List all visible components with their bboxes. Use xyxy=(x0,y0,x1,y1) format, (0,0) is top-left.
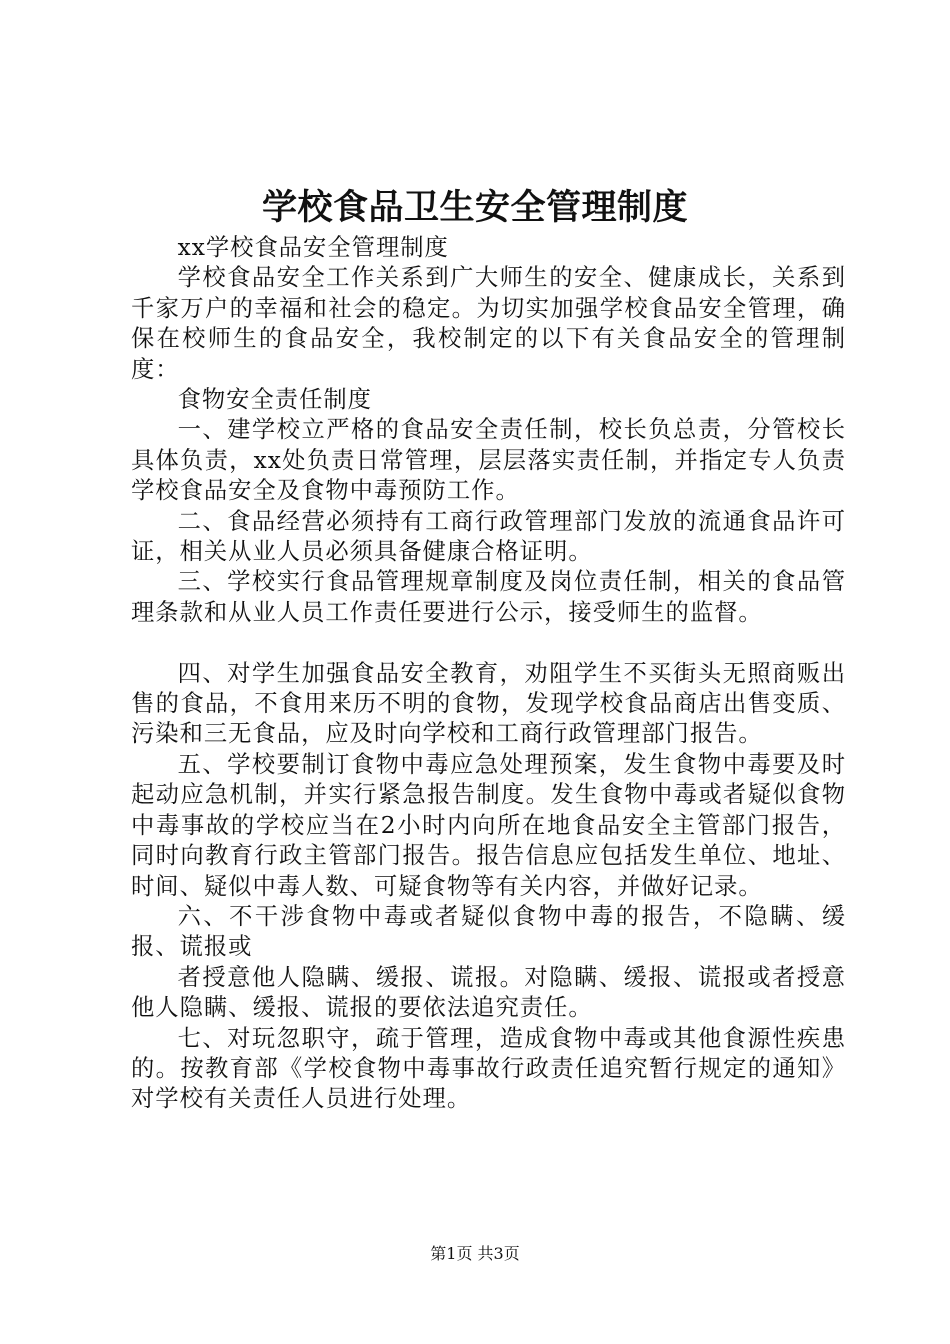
rule-5-paragraph: 五、学校要制订食物中毒应急处理预案，发生食物中毒要及时起动应急机制，并实行紧急报告制度。发生食物中毒或者疑似食物中毒事故的学校应当在2小时内向所在地食品安全主管部门报告，同时向教育行政主管部门报告。报告信息应包括发生单位、地址、时间、疑似中毒人数、可疑食物等有关内容，并做好记录。 xyxy=(131,750,846,900)
rule-2-paragraph: 二、食品经营必须持有工商行政管理部门发放的流通食品许可证，相关从业人员必须具备健康合格证明。 xyxy=(131,507,846,566)
section-heading: 食物安全责任制度 xyxy=(177,386,372,414)
rule-6-paragraph: 六、不干涉食物中毒或者疑似食物中毒的报告，不隐瞒、缓报、谎报或 xyxy=(131,902,846,961)
page-title: 学校食品卫生安全管理制度 xyxy=(261,187,688,228)
rule-3-paragraph: 三、学校实行食品管理规章制度及岗位责任制，相关的食品管理条款和从业人员工作责任要进行公示，接受师生的监督。 xyxy=(131,568,846,626)
intro-paragraph: 学校食品安全工作关系到广大师生的安全、健康成长，关系到千家万户的幸福和社会的稳定。为切实加强学校食品安全管理，确保在校师生的食品安全，我校制定的以下有关食品安全的管理制度： xyxy=(131,264,846,383)
page-number-footer: 第1页 共3页 xyxy=(430,1244,520,1263)
rule-6-continuation: 者授意他人隐瞒、缓报、谎报。对隐瞒、缓报、谎报或者授意他人隐瞒、缓报、谎报的要依法追究责任。 xyxy=(131,963,846,1022)
document-body xyxy=(131,233,846,1115)
blank-line xyxy=(131,628,846,658)
rule-4-paragraph: 四、对学生加强食品安全教育，劝阻学生不买街头无照商贩出售的食品，不食用来历不明的食物，发现学校食品商店出售变质、污染和三无食品，应及时向学校和工商行政管理部门报告。 xyxy=(131,659,846,748)
rule-1-paragraph: 一、建学校立严格的食品安全责任制，校长负总责，分管校长具体负责，xx处负责日常管理，层层落实责任制，并指定专人负责学校食品安全及食物中毒预防工作。 xyxy=(131,416,846,505)
rule-7-paragraph: 七、对玩忽职守，疏于管理，造成食物中毒或其他食源性疾患的。按教育部《学校食物中毒事故行政责任追究暂行规定的通知》对学校有关责任人员进行处理。 xyxy=(131,1024,846,1113)
document-subtitle: xx学校食品安全管理制度 xyxy=(177,234,449,261)
